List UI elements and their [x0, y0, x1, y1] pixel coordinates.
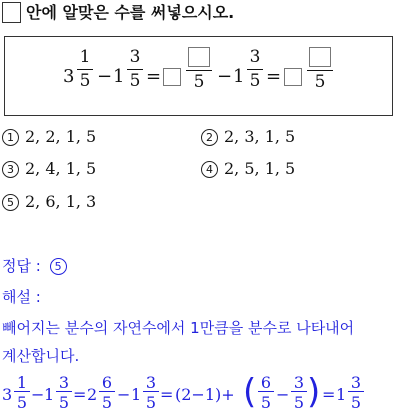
minus-sign: − [217, 66, 233, 87]
eq-fraction-1-5 [77, 49, 93, 93]
blank-whole-input[interactable] [163, 68, 181, 86]
denominator: 5 [129, 71, 141, 91]
eq-fraction-3-5 [247, 49, 263, 93]
denominator: 5 [249, 71, 261, 91]
equation-frame [4, 36, 393, 116]
option-5[interactable] [2, 192, 96, 212]
question-text: 안에 알맞은 수를 써넣으시오. [26, 3, 235, 22]
option-marker: 5 [2, 194, 19, 211]
option-1[interactable] [2, 127, 96, 147]
blank-numerator-input[interactable] [309, 47, 331, 67]
sol-equals: = [160, 385, 174, 404]
eq-whole-1: 1 [113, 66, 125, 87]
sol-fraction [56, 374, 72, 414]
explanation-label: 해설 : [2, 288, 41, 306]
sol-equals: = [322, 385, 336, 404]
sol-whole: 1 [44, 385, 55, 404]
left-paren-icon: ( [243, 372, 257, 412]
sol-whole: 2 [87, 385, 98, 404]
denominator: 5 [193, 72, 205, 92]
numerator: 3 [129, 47, 141, 67]
eq-fraction-3-5 [127, 49, 143, 93]
denominator: 5 [101, 393, 113, 412]
fraction-bar [307, 70, 333, 71]
fraction-bar [127, 69, 143, 70]
option-3[interactable] [2, 159, 96, 179]
sol-minus: − [31, 385, 45, 404]
option-2[interactable] [201, 127, 295, 147]
sol-fraction [348, 374, 364, 414]
option-4[interactable] [201, 159, 295, 179]
sol-minus: − [276, 385, 290, 404]
sol-fraction [291, 374, 307, 414]
option-marker: 4 [201, 161, 218, 178]
explanation-line-2: 계산합니다. [2, 347, 80, 365]
eq-whole-1: 1 [233, 66, 245, 87]
numerator: 3 [293, 373, 305, 392]
eq-fraction-blank [186, 47, 212, 94]
sol-whole: 1 [336, 385, 347, 404]
answer-label: 정답 : [2, 257, 41, 275]
answer-line [2, 256, 73, 276]
option-text: 2, 3, 1, 5 [224, 127, 296, 146]
numerator: 6 [101, 373, 113, 392]
numerator: 6 [260, 373, 272, 392]
sol-paren-group: (2−1)+ [175, 385, 235, 404]
denominator: 5 [260, 393, 272, 412]
sol-fraction [99, 374, 115, 414]
equals-sign: = [146, 66, 162, 87]
denominator: 5 [58, 393, 70, 412]
option-text: 2, 4, 1, 5 [25, 159, 97, 178]
eq-fraction-blank [307, 47, 333, 94]
equals-sign: = [266, 66, 282, 87]
option-text: 2, 6, 1, 3 [25, 192, 97, 211]
answer-blank-icon [2, 2, 21, 23]
sol-whole: 3 [2, 385, 13, 404]
sol-fraction [258, 374, 274, 414]
numerator: 3 [249, 47, 261, 67]
option-marker: 3 [2, 161, 19, 178]
blank-numerator-input[interactable] [188, 47, 210, 67]
denominator: 5 [16, 393, 28, 412]
denominator: 5 [79, 71, 91, 91]
denominator: 5 [293, 393, 305, 412]
fraction-bar [77, 69, 93, 70]
numerator: 3 [350, 373, 362, 392]
denominator: 5 [145, 393, 157, 412]
option-text: 2, 5, 1, 5 [224, 159, 296, 178]
sol-fraction [14, 374, 30, 414]
option-marker: 1 [2, 129, 19, 146]
answer-marker: 5 [50, 258, 67, 275]
explanation-line-1: 빼어지는 분수의 자연수에서 1만큼을 분수로 나타내어 [2, 319, 355, 337]
numerator: 1 [79, 47, 91, 67]
blank-whole-input[interactable] [284, 68, 302, 86]
option-text: 2, 2, 1, 5 [25, 127, 97, 146]
numerator: 3 [58, 373, 70, 392]
sol-whole: 1 [131, 385, 142, 404]
minus-sign: − [97, 66, 113, 87]
sol-minus: − [117, 385, 131, 404]
denominator: 5 [314, 72, 326, 92]
solution-equation [0, 372, 400, 420]
fraction-bar [247, 69, 263, 70]
sol-fraction [143, 374, 159, 414]
eq-whole-3: 3 [63, 66, 75, 87]
fraction-bar [186, 70, 212, 71]
option-marker: 2 [201, 129, 218, 146]
denominator: 5 [350, 393, 362, 412]
numerator: 3 [145, 373, 157, 392]
numerator: 1 [16, 373, 28, 392]
sol-equals: = [73, 385, 87, 404]
right-paren-icon: ) [307, 372, 321, 412]
